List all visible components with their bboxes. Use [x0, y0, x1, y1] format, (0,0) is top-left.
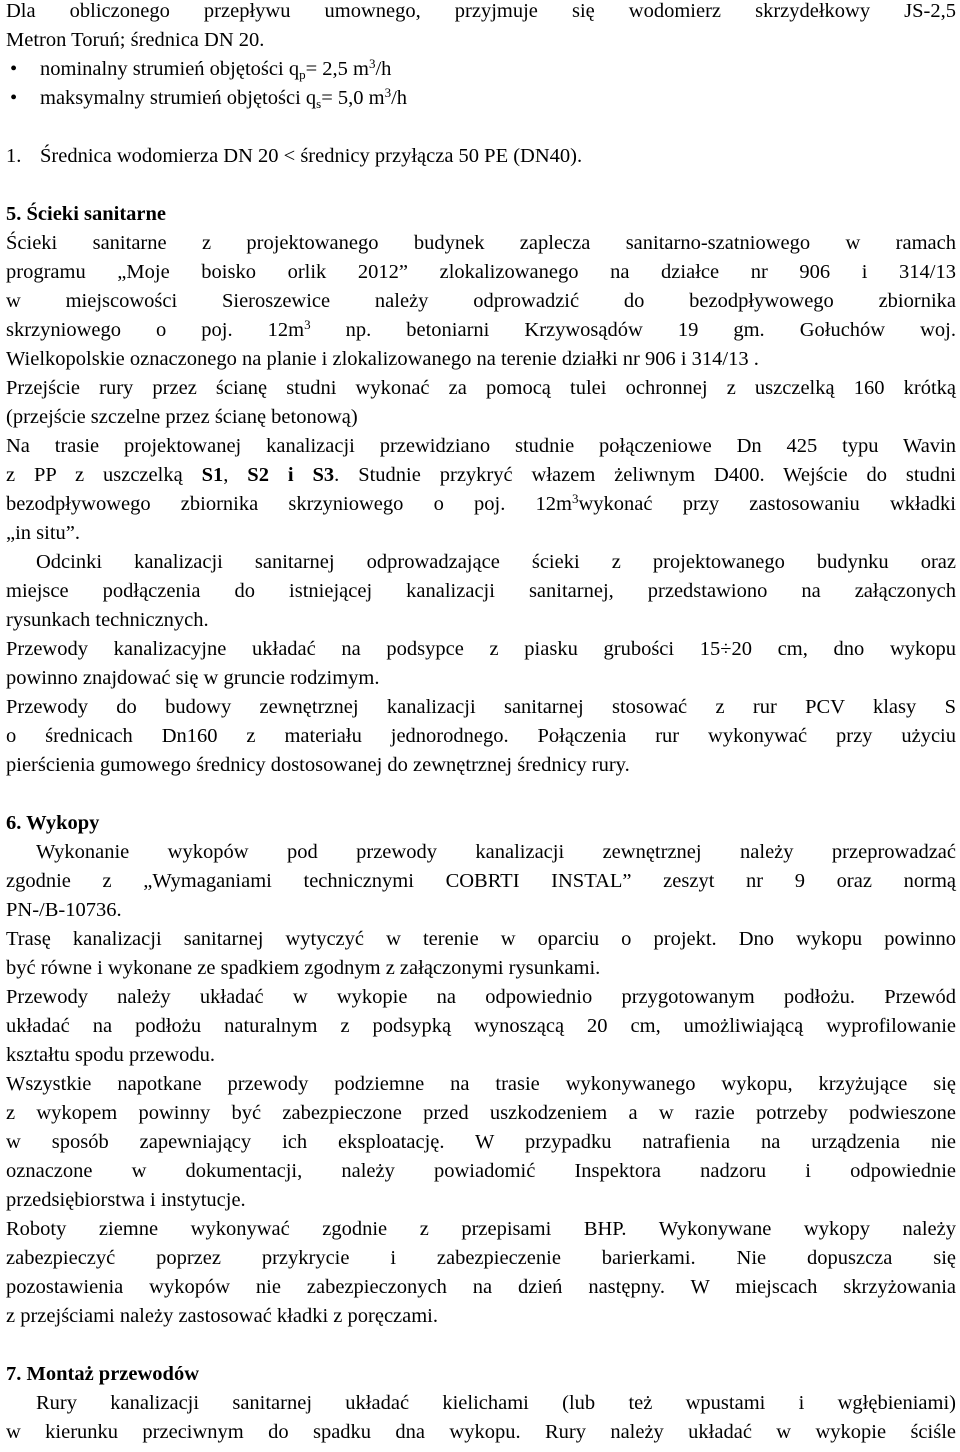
s7-line: Rury kanalizacji sanitarnej układać kielichami (lub też wpustami i wgłębieniami) — [36, 1392, 956, 1414]
s5-line: rysunkach technicznych. — [6, 609, 209, 631]
s6-line: w sposób zapewniający ich eksploatację. W przypadku natrafienia na urządzenia nie — [6, 1131, 956, 1153]
s6-line: z wykopem powinny być zabezpieczone przed uszkodzeniem a w razie potrzeby podwieszone — [6, 1102, 956, 1124]
s6-line: oznaczone w dokumentacji, należy powiadomić Inspektora nadzoru i odpowiednie — [6, 1160, 956, 1182]
s5-paragraph-2: Odcinki kanalizacji sanitarnej odprowadzające ścieki z projektowanego budynku oraz — [36, 551, 956, 573]
s5-line: o średnicach Dn160 z materiału jednorodnego. Połączenia rur wykonywać przy użyciu — [6, 725, 956, 747]
bullet-icon: • — [10, 58, 18, 80]
s7-line: w kierunku przeciwnym do spadku dna wykopu. Rury należy układać w wykopie ściśle — [6, 1421, 956, 1443]
bullet-icon: • — [10, 87, 18, 109]
s6-line: pozostawienia wykopów nie zabezpieczonych na dzień następny. W miejscach skrzyżowania — [6, 1276, 956, 1298]
s5-line: (przejście szczelne przez ścianę betonową) — [6, 406, 358, 428]
s5-line: pierścienia gumowego średnicy dostosowanej do zewnętrznej średnicy rury. — [6, 754, 630, 776]
s6-paragraph-4: Wszystkie napotkane przewody podziemne na trasie wykonywanego wykopu, krzyżujące się — [6, 1073, 956, 1095]
s6-paragraph-1: Wykonanie wykopów pod przewody kanalizacji zewnętrznej należy przeprowadzać — [36, 841, 956, 863]
s6-paragraph-5: Roboty ziemne wykonywać zgodnie z przepisami BHP. Wykonywane wykopy należy — [6, 1218, 956, 1240]
s5-line: skrzyniowego o poj. $12m^3$ np. betoniarni Krzywosądów 19 gm. Gołuchów woj. — [6, 317, 956, 341]
s6-line: układać na podłożu naturalnym z podsypką wynoszącą 20 cm, umożliwiającą wyprofilowanie — [6, 1015, 956, 1037]
s6-paragraph-2: Trasę kanalizacji sanitarnej wytyczyć w terenie w oparciu o projekt. Dno wykopu powinno — [6, 928, 956, 950]
s5-line: Ścieki sanitarne z projektowanego budynek zaplecza sanitarno-szatniowego w ramach — [6, 232, 956, 254]
s5-line: Na trasie projektowanej kanalizacji przewidziano studnie połączeniowe Dn 425 typu Wavin — [6, 435, 956, 457]
s6-paragraph-3: Przewody należy układać w wykopie na odpowiednio przygotowanym podłożu. Przewód — [6, 986, 956, 1008]
s6-line: z przejściami należy zastosować kładki z poręczami. — [6, 1305, 439, 1327]
s6-line: być równe i wykonane ze spadkiem zgodnym z załączonymi rysunkami. — [6, 957, 601, 979]
s5-line: Przejście rury przez ścianę studni wykonać za pomocą tulei ochronnej z uszczelką 160 krótką — [6, 377, 956, 399]
s5-line: z PP z uszczelką S1, S2 i S3. Studnie przykryć włazem żeliwnym D400. Wejście do studni — [6, 464, 957, 486]
bullet-max-flow: • maksymalny strumień objętości $q_s= 5,0$ $m^3/h$ — [6, 84, 956, 113]
s6-line: przedsiębiorstwa i instytucje. — [6, 1189, 246, 1211]
s5-line: Wielkopolskie oznaczonego na planie i zlokalizowanego na terenie działki nr 906 i 314/13 . — [6, 348, 759, 370]
section-7-heading: 7. Montaż przewodów — [6, 1363, 200, 1385]
s6-line: zabezpieczyć poprzez przykrycie i zabezpieczenie barierkami. Nie dopuszcza się — [6, 1247, 956, 1269]
s5-paragraph-3: Przewody kanalizacyjne układać na podsypce z piasku grubości 15÷20 cm, dno wykopu — [6, 638, 956, 660]
section-6-heading: 6. Wykopy — [6, 812, 100, 834]
s5-line: bezodpływowego zbiornika skrzyniowego o poj. $12m^3wykonać$ przy zastosowaniu wkładki — [6, 491, 956, 515]
s5-line: „in situ”. — [6, 522, 81, 544]
bullet-nominal-flow: • nominalny strumień objętości $q_p= 2,5$ $m^3/h$ — [6, 55, 956, 84]
s5-line: powinno znajdować się w gruncie rodzimym. — [6, 667, 380, 689]
s5-paragraph-4: Przewody do budowy zewnętrznej kanalizacji sanitarnej stosować z rur PCV klasy S — [6, 696, 956, 718]
s6-line: PN-/B-10736. — [6, 899, 122, 921]
section-5-heading: 5. Ścieki sanitarne — [6, 203, 167, 225]
s6-line: zgodnie z „Wymaganiami technicznymi COBRTI INSTAL” zeszyt nr 9 oraz normą — [6, 870, 956, 892]
s5-line: programu „Moje boisko orlik 2012” zlokalizowanego na działce nr 906 i 314/13 — [6, 261, 956, 283]
s5-line: w miejscowości Sieroszewice należy odprowadzić do bezodpływowego zbiornika — [6, 290, 956, 312]
s6-line: kształtu spodu przewodu. — [6, 1044, 215, 1066]
numbered-item-1: 1. Średnica wodomierza DN 20 < średnicy przyłącza 50 PE (DN40). — [6, 145, 583, 167]
intro-line-1: Dla obliczonego przepływu umownego, przyjmuje się wodomierz skrzydełkowy JS-2,5 — [6, 0, 956, 22]
intro-line-2: Metron Toruń; średnica DN 20. — [6, 29, 265, 51]
s5-line: miejsce podłączenia do istniejącej kanalizacji sanitarnej, przedstawiono na załączonych — [6, 580, 956, 602]
document-page — [6, 0, 956, 1447]
